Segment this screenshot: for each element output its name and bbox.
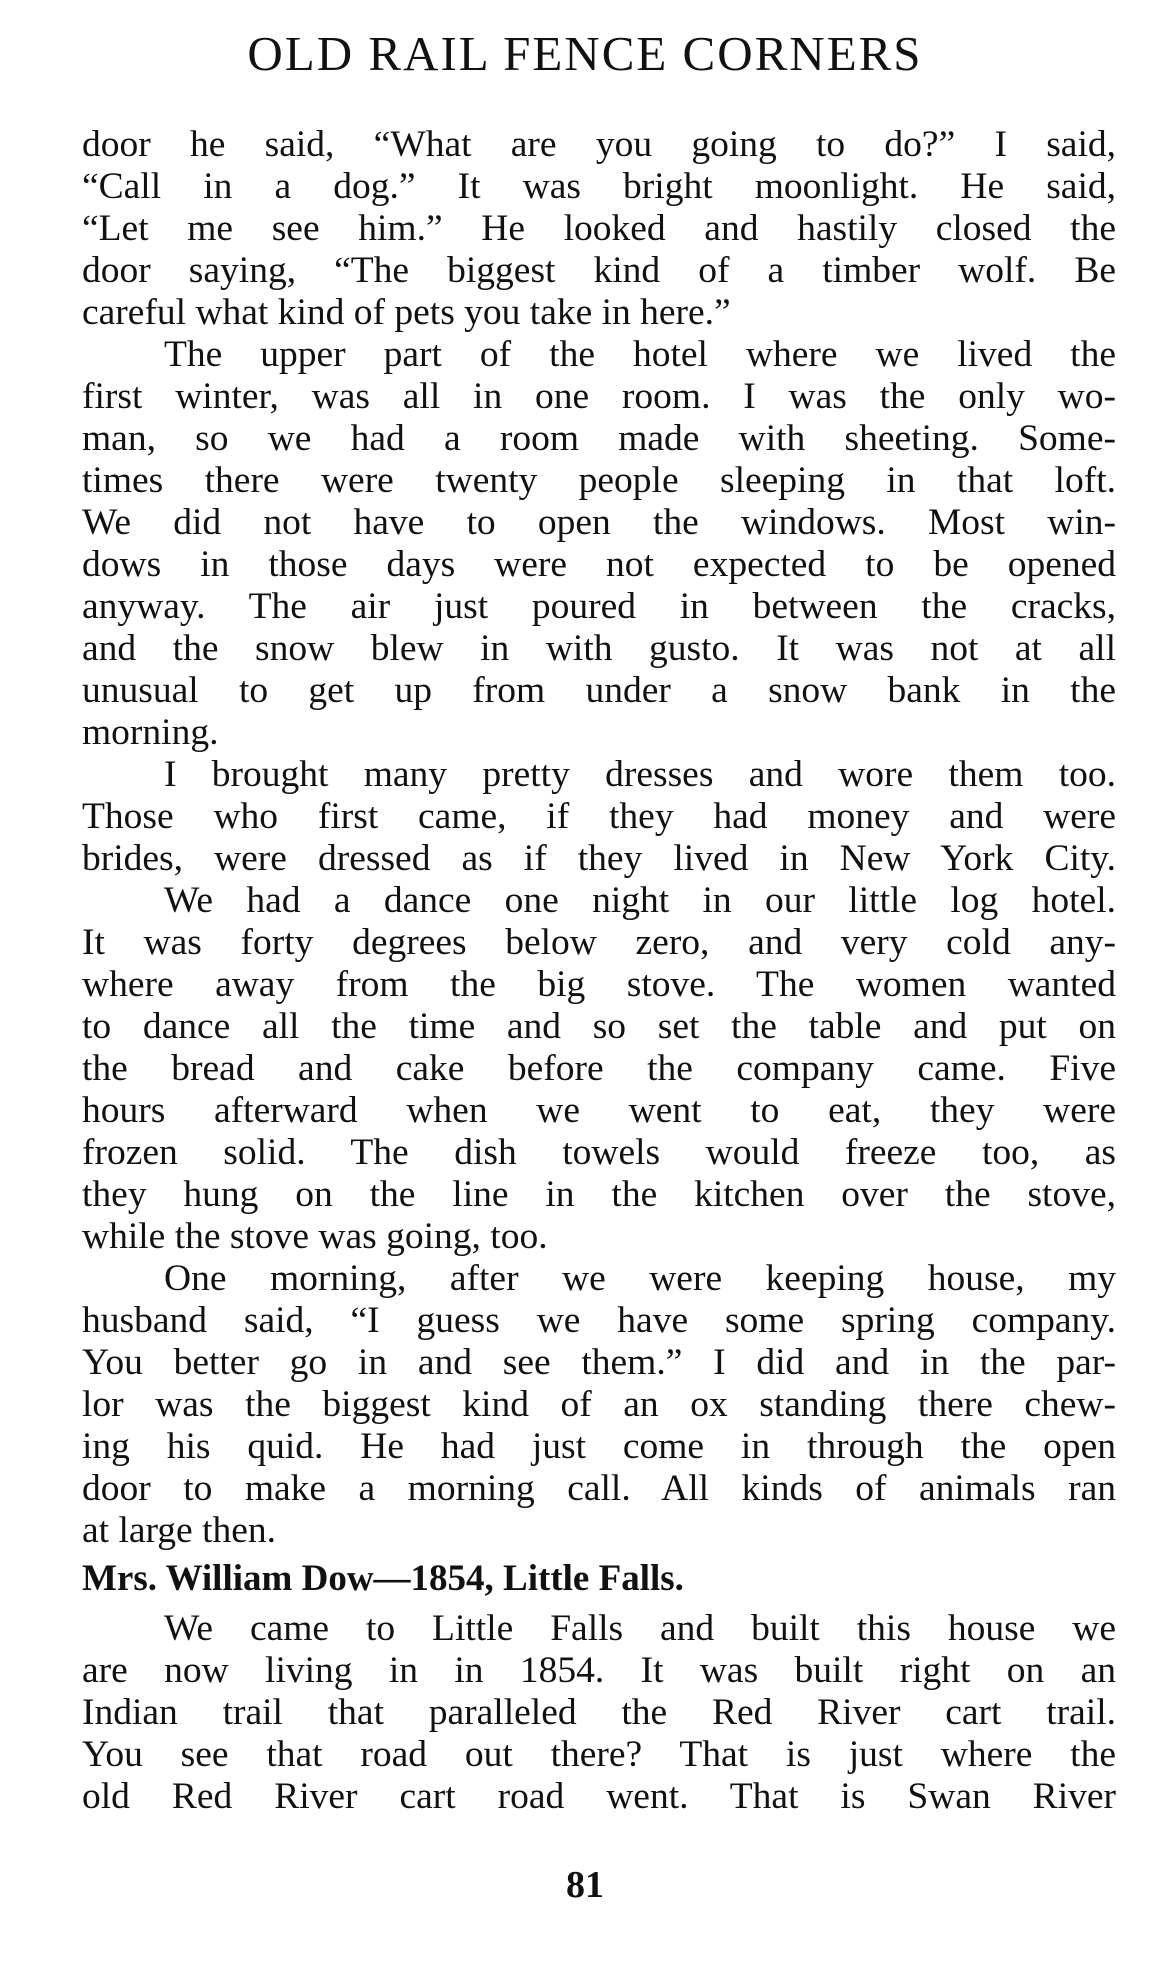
page-number: 81 [566,1864,604,1906]
text-line: at large then. [82,1510,277,1551]
text-line: Those who first came, if they had money and were [82,796,1116,837]
text-line: I brought many pretty dresses and wore them too. [164,754,1116,795]
text-line: door he said, “What are you going to do?” I said, [82,124,1116,165]
text-line: times there were twenty people sleeping in that loft. [82,460,1116,501]
text-line: anyway. The air just poured in between the cracks, [82,586,1116,627]
text-line: first winter, was all in one room. I was the only wo- [82,376,1116,417]
text-line: old Red River cart road went. That is Swan River [82,1776,1116,1817]
text-line: while the stove was going, too. [82,1216,548,1257]
text-line: to dance all the time and so set the table and put on [82,1006,1116,1047]
left-margin-edge [0,0,10,1974]
text-line: One morning, after we were keeping house, my [164,1258,1116,1299]
body-text [82,124,1116,1818]
text-line: We had a dance one night in our little log hotel. [164,880,1116,921]
text-line: We came to Little Falls and built this house we [164,1608,1116,1649]
section-heading: Mrs. William Dow—1854, Little Falls. [82,1558,684,1599]
text-line: dows in those days were not expected to be opened [82,544,1116,585]
text-line: where away from the big stove. The women wanted [82,964,1116,1005]
text-line: door saying, “The biggest kind of a timber wolf. Be [82,250,1116,291]
running-head: OLD RAIL FENCE CORNERS [247,26,923,81]
text-line: the bread and cake before the company came. Five [82,1048,1116,1089]
text-line: You see that road out there? That is just where the [82,1734,1116,1775]
text-line: door to make a morning call. All kinds of animals ran [82,1468,1116,1509]
text-line: Indian trail that paralleled the Red River cart trail. [82,1692,1116,1733]
text-line: “Let me see him.” He looked and hastily closed the [82,208,1116,249]
text-line: they hung on the line in the kitchen over the stove, [82,1174,1116,1215]
text-line: and the snow blew in with gusto. It was not at all [82,628,1116,669]
text-line: morning. [82,712,219,753]
text-line: The upper part of the hotel where we lived the [164,334,1116,375]
text-line: brides, were dressed as if they lived in New York City. [82,838,1116,879]
text-line: “Call in a dog.” It was bright moonlight. He said, [82,166,1116,207]
text-line: unusual to get up from under a snow bank in the [82,670,1116,711]
text-line: We did not have to open the windows. Most win- [82,502,1116,543]
text-line: careful what kind of pets you take in here.” [82,292,731,333]
text-line: hours afterward when we went to eat, they were [82,1090,1116,1131]
text-line: It was forty degrees below zero, and very cold any- [82,922,1116,963]
text-line: are now living in in 1854. It was built right on an [82,1650,1116,1691]
text-line: frozen solid. The dish towels would freeze too, as [82,1132,1116,1173]
text-line: You better go in and see them.” I did and in the par- [82,1342,1116,1383]
text-line: ing his quid. He had just come in through the open [82,1426,1116,1467]
text-line: man, so we had a room made with sheeting. Some- [82,418,1116,459]
text-line: husband said, “I guess we have some spring company. [82,1300,1116,1341]
text-line: lor was the biggest kind of an ox standing there chew- [82,1384,1116,1425]
